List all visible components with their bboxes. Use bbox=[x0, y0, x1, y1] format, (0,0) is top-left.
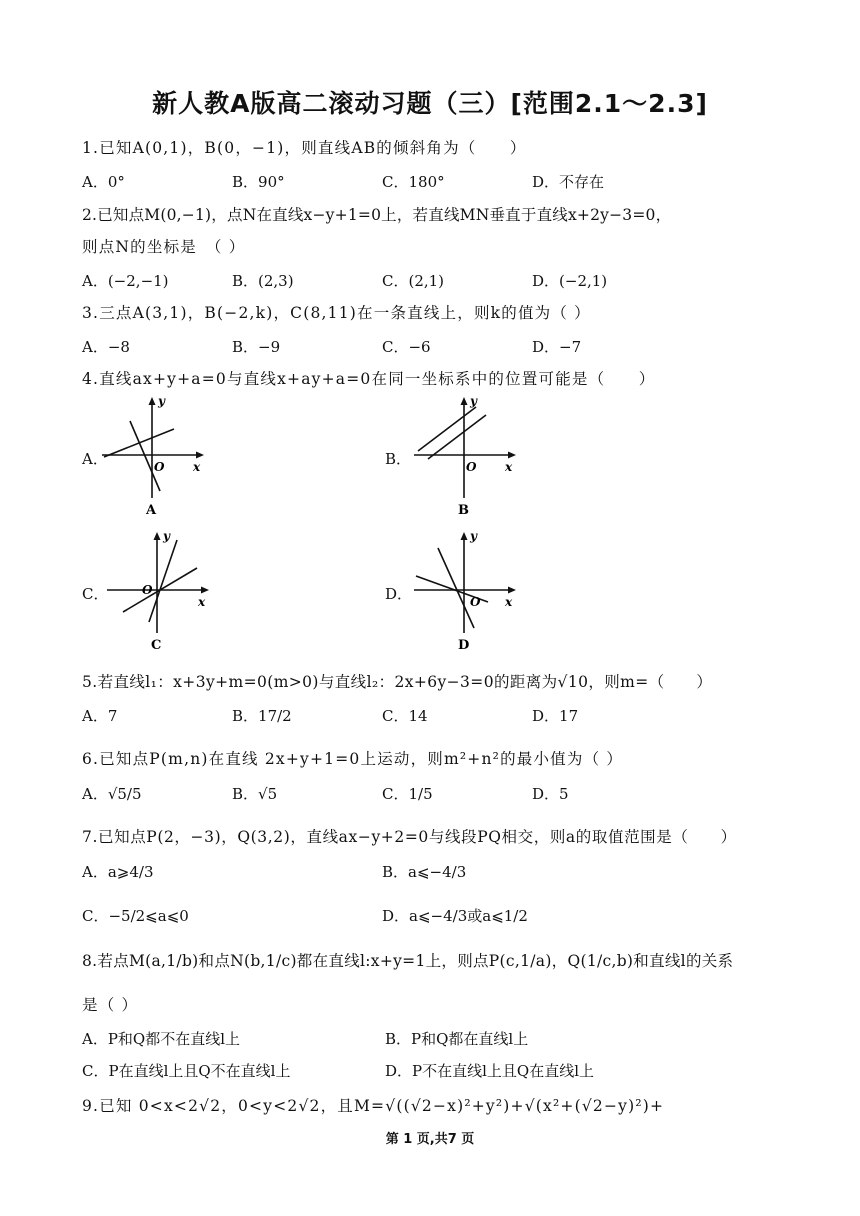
q1-option-d[interactable]: D．不存在 bbox=[532, 173, 605, 191]
q2-option-a[interactable]: A．(−2,−1) bbox=[82, 272, 169, 290]
page-title: 新人教A版高二滚动习题（三）[范围2.1～2.3] bbox=[152, 89, 708, 118]
q3-option-a[interactable]: A．−8 bbox=[82, 338, 130, 356]
question-5-text: 5.若直线l₁：x+3y+m=0(m>0)与直线l₂：2x+6y−3=0的距离为√10，则m=（ ） bbox=[82, 673, 713, 691]
question-1-text: 1.已知A(0,1)，B(0，−1)，则直线AB的倾斜角为（ ） bbox=[82, 139, 527, 157]
q4c-origin-label: O bbox=[142, 583, 153, 597]
q4b-caption: B bbox=[458, 503, 469, 518]
q4-graph-a bbox=[100, 393, 210, 518]
q5-option-d[interactable]: D．17 bbox=[532, 707, 579, 725]
q4-option-d[interactable]: D． bbox=[385, 585, 413, 603]
q8-option-a[interactable]: A．P和Q都不在直线l上 bbox=[82, 1030, 241, 1048]
q8-option-d[interactable]: D．P不在直线l上且Q在直线l上 bbox=[385, 1062, 595, 1080]
q4d-y-label: y bbox=[470, 529, 477, 543]
q6-option-b[interactable]: B．√5 bbox=[232, 785, 278, 803]
q4d-x-label: x bbox=[505, 595, 513, 609]
q4a-y-label: y bbox=[158, 394, 165, 408]
q3-option-c[interactable]: C．−6 bbox=[382, 338, 431, 356]
q7-option-a[interactable]: A．a⩾4/3 bbox=[82, 863, 154, 881]
q4d-origin-label: O bbox=[470, 595, 481, 609]
question-2-text-cont: 则点N的坐标是 （ ） bbox=[82, 238, 246, 256]
q7-option-b[interactable]: B．a⩽−4/3 bbox=[382, 863, 467, 881]
q6-option-d[interactable]: D．5 bbox=[532, 785, 569, 803]
q4b-origin-label: O bbox=[466, 460, 477, 474]
q4a-x-label: x bbox=[193, 460, 201, 474]
question-4-text: 4.直线ax+y+a=0与直线x+ay+a=0在同一坐标系中的位置可能是（ ） bbox=[82, 370, 656, 388]
q1-option-c[interactable]: C．180° bbox=[382, 173, 445, 191]
q2-option-d[interactable]: D．(−2,1) bbox=[532, 272, 608, 290]
q4c-x-label: x bbox=[198, 595, 206, 609]
q1-option-a[interactable]: A．0° bbox=[82, 173, 125, 191]
q4a-caption: A bbox=[146, 503, 157, 518]
q4-option-c[interactable]: C． bbox=[82, 585, 109, 603]
q3-option-d[interactable]: D．−7 bbox=[532, 338, 582, 356]
question-8-text-cont: 是（ ） bbox=[82, 996, 139, 1014]
question-9-text: 9.已知 0<x<2√2，0<y<2√2，且M=√((√2−x)²+y²)+√(x²+(√2−y)²)+ bbox=[82, 1097, 665, 1115]
q4-graph-d bbox=[412, 528, 522, 653]
q4b-y-label: y bbox=[470, 394, 477, 408]
q4c-y-label: y bbox=[163, 529, 170, 543]
q4-option-b[interactable]: B． bbox=[385, 450, 412, 468]
q4d-caption: D bbox=[458, 638, 470, 653]
q4-graph-b bbox=[412, 393, 522, 518]
q8-option-c[interactable]: C．P在直线l上且Q不在直线l上 bbox=[82, 1062, 291, 1080]
q7-option-c[interactable]: C．−5/2⩽a⩽0 bbox=[82, 907, 189, 925]
question-6-text: 6.已知点P(m,n)在直线 2x+y+1=0上运动，则m²+n²的最小值为（ ） bbox=[82, 750, 624, 768]
page-footer: 第 1 页,共7 页 bbox=[385, 1132, 475, 1147]
q4a-origin-label: O bbox=[154, 460, 165, 474]
q4c-caption: C bbox=[151, 638, 162, 653]
q2-option-c[interactable]: C．(2,1) bbox=[382, 272, 445, 290]
q6-option-c[interactable]: C．1/5 bbox=[382, 785, 433, 803]
q2-option-b[interactable]: B．(2,3) bbox=[232, 272, 294, 290]
q7-option-d[interactable]: D．a⩽−4/3或a⩽1/2 bbox=[382, 907, 528, 925]
q4-graph-c bbox=[105, 528, 215, 653]
q5-option-a[interactable]: A．7 bbox=[82, 707, 118, 725]
q4-option-a[interactable]: A． bbox=[82, 450, 108, 468]
q8-option-b[interactable]: B．P和Q都在直线l上 bbox=[385, 1030, 529, 1048]
question-8-text: 8.若点M(a,1/b)和点N(b,1/c)都在直线l:x+y=1上，则点P(c,1/a)，Q(1/c,b)和直线l的关系 bbox=[82, 952, 734, 970]
q5-option-b[interactable]: B．17/2 bbox=[232, 707, 292, 725]
q3-option-b[interactable]: B．−9 bbox=[232, 338, 281, 356]
q5-option-c[interactable]: C．14 bbox=[382, 707, 428, 725]
q1-option-b[interactable]: B．90° bbox=[232, 173, 285, 191]
q4b-x-label: x bbox=[505, 460, 513, 474]
question-2-text: 2.已知点M(0,−1)，点N在直线x−y+1=0上，若直线MN垂直于直线x+2y−3=0， bbox=[82, 206, 672, 224]
q6-option-a[interactable]: A．√5/5 bbox=[82, 785, 142, 803]
question-7-text: 7.已知点P(2，−3)，Q(3,2)，直线ax−y+2=0与线段PQ相交，则a的取值范围是（ ） bbox=[82, 828, 737, 846]
question-3-text: 3.三点A(3,1)，B(−2,k)，C(8,11)在一条直线上，则k的值为（ ） bbox=[82, 304, 591, 322]
